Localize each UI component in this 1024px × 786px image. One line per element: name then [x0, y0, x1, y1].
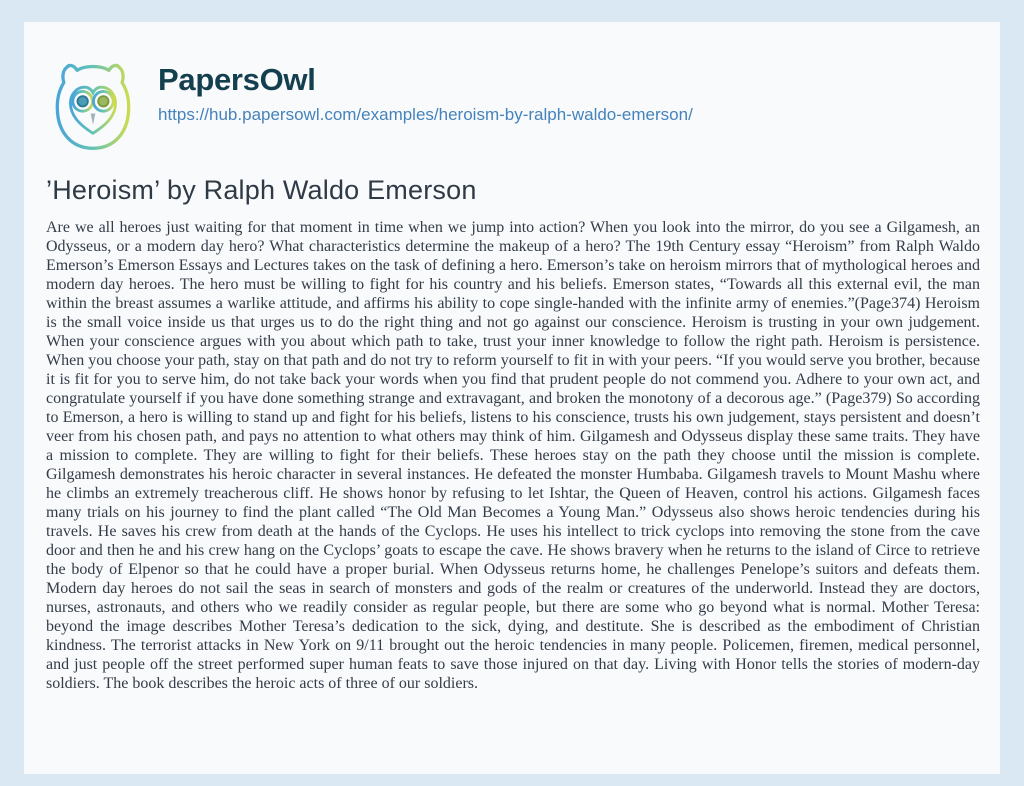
brand-wordmark[interactable]: PapersOwl: [158, 62, 316, 97]
owl-logo-icon: [46, 56, 140, 156]
content-card: [24, 22, 1000, 774]
essay-body-text: Are we all heroes just waiting for that moment in time when we jump into action? When you look into the mirror, do you see a Gilgamesh, an Odysseus, or a modern day hero? What characteristics determine the makeup of a hero? The 19th Century essay “Heroism” from Ralph Waldo Emerson’s Emerson Essays and Lectures takes on the task of defining a hero. Emerson’s take on heroism mirrors that of mythological heroes and modern day heroes. The hero must be willing to fight for his country and his beliefs. Emerson states, “Towards all this external evil, the man within the breast assumes a warlike attitude, and affirms his ability to cope single-handed with the infinite army of enemies.”(Page374) Heroism is the small voice inside us that urges us to do the right thing and not go against our conscience. Heroism is trusting in your own judgement. When your conscience argues with you about which path to take, trust your inner knowledge to follow the right path. Heroism is persistence. When you choose your path, stay on that path and do not try to reform yourself to fit in with your peers. “If you would serve you brother, because it is fit for you to serve him, do not take back your words when you find that prudent people do not commend you. Adhere to your own act, and congratulate yourself if you have done something strange and extravagant, and broken the monotony of a decorous age.” (Page379) So according to Emerson, a hero is willing to stand up and fight for his beliefs, listens to his conscience, trusts his own judgement, stays persistent and doesn’t veer from his chosen path, and pays no attention to what others may think of him. Gilgamesh and Odysseus display these same traits. They have a mission to complete. They are willing to fight for their beliefs. These heroes stay on the path they choose until the mission is complete. Gilgamesh demonstrates his heroic character in several instances. He defeated the monster Humbaba. Gilgamesh travels to Mount Mashu where he climbs an extremely treacherous cliff. He shows honor by refusing to let Ishtar, the Queen of Heaven, control his actions. Gilgamesh faces many trials on his journey to find the plant called “The Old Man Becomes a Young Man.” Odysseus also shows heroic tendencies during his travels. He saves his crew from death at the hands of the Cyclops. He uses his intellect to trick cyclops into removing the stone from the cave door and then he and his crew hang on the Cyclops’ goats to escape the cave. He shows bravery when he returns to the island of Circe to retrieve the body of Elpenor so that he could have a proper burial. When Odysseus returns home, he challenges Penelope’s suitors and defeats them. Modern day heroes do not sail the seas in search of monsters and gods of the realm or creatures of the underworld. Instead they are doctors, nurses, astronauts, and others who we readily consider as regular people, but there are some who go beyond what is normal. Mother Teresa: beyond the image describes Mother Teresa’s dedication to the sick, dying, and destitute. She is described as the embodiment of Christian kindness. The terrorist attacks in New York on 9/11 brought out the heroic tendencies in many people. Policemen, firemen, medical personnel, and just people off the street performed super human feats to save those injured on that day. Living with Honor tells the stories of modern-day soldiers. The book describes the heroic acts of three of our soldiers.: [46, 219, 980, 693]
page-title: ’Heroism’ by Ralph Waldo Emerson: [46, 175, 477, 205]
page-url-link[interactable]: https://hub.papersowl.com/examples/heroism-by-ralph-waldo-emerson/: [158, 104, 693, 124]
site-header: [24, 22, 1000, 156]
brand-block: [158, 56, 693, 125]
